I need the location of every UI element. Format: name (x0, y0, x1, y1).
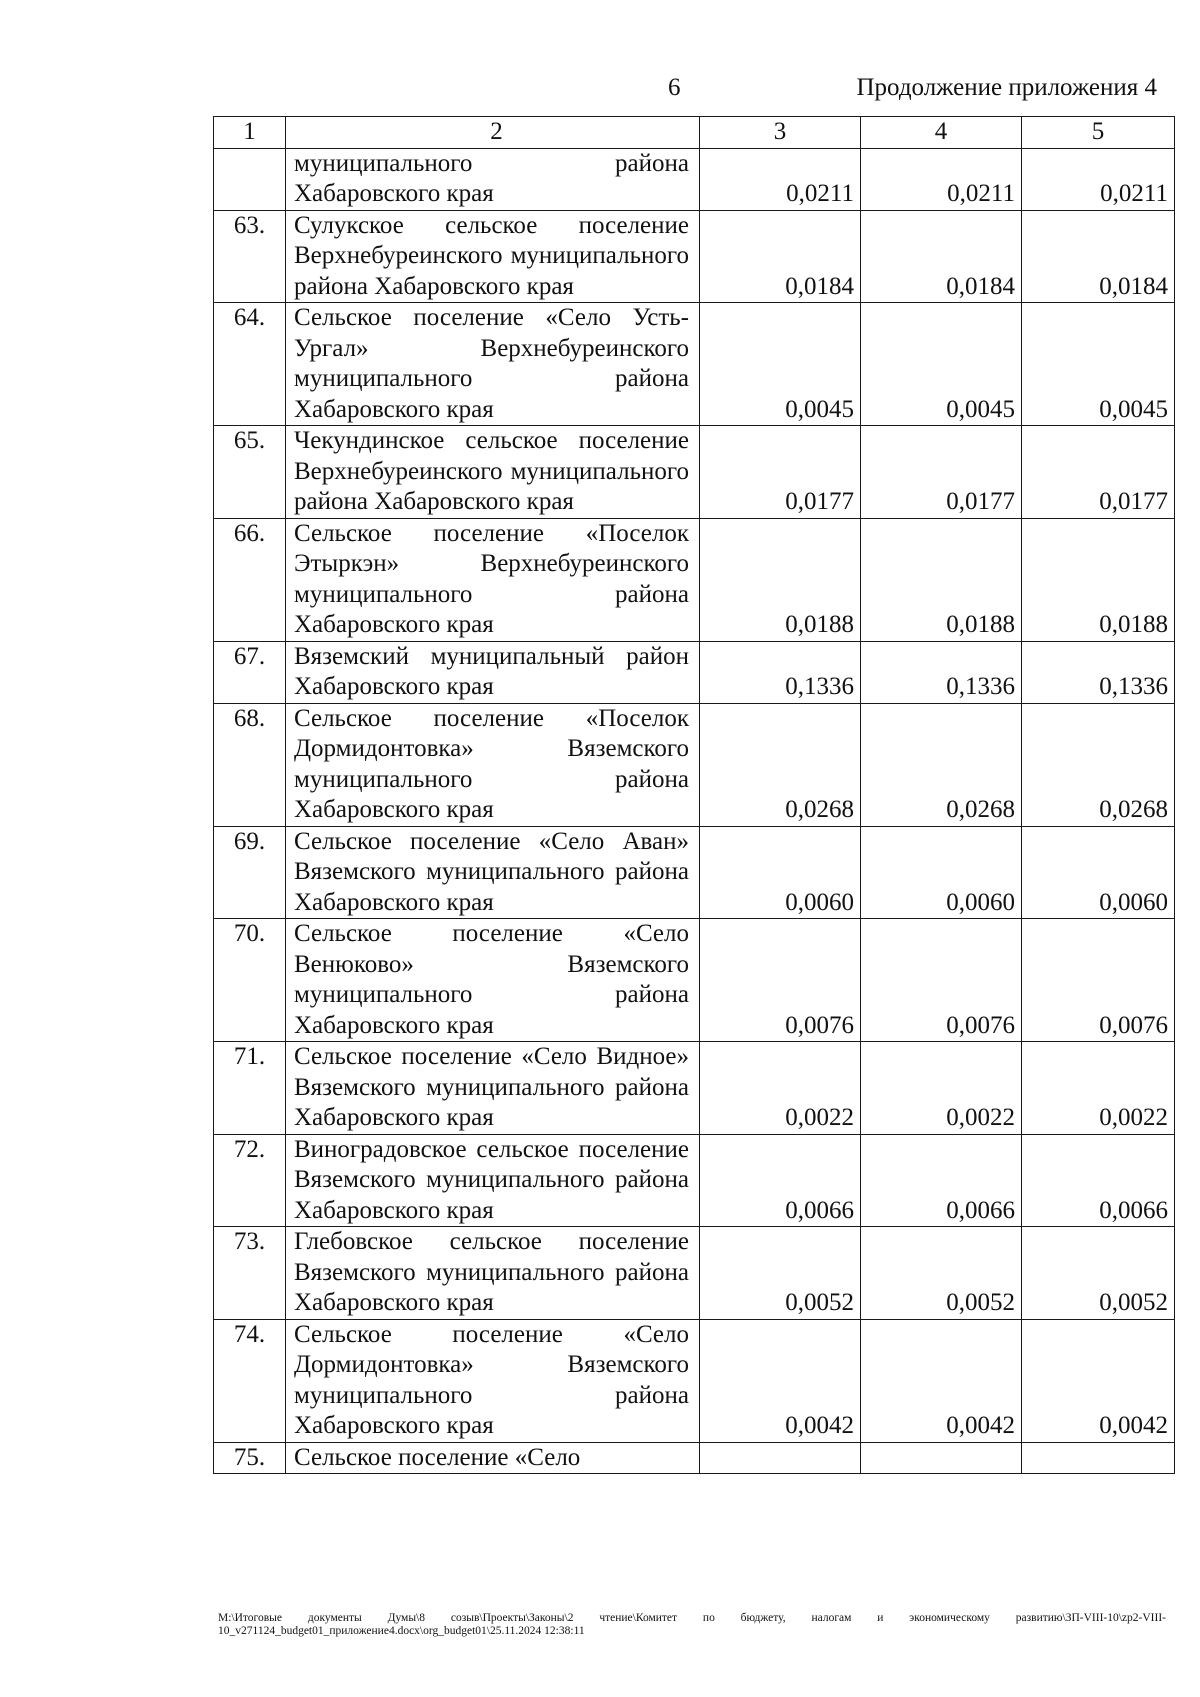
row-number: 75. (214, 1442, 286, 1474)
row-number: 70. (214, 919, 286, 1042)
row-number: 67. (214, 641, 286, 703)
value-col-3 (700, 1442, 861, 1474)
column-header: 2 (286, 117, 700, 149)
row-name: Сельское поселение «Село Видное» Вяземского муниципального района Хабаровского края (286, 1042, 700, 1135)
value-col-3: 0,0052 (700, 1227, 861, 1320)
value-col-5: 0,0076 (1022, 919, 1175, 1042)
table-row (214, 641, 1175, 703)
value-col-4: 0,0066 (861, 1134, 1022, 1227)
value-col-5: 0,0177 (1022, 426, 1175, 519)
table-row (214, 1442, 1175, 1474)
value-col-5: 0,0022 (1022, 1042, 1175, 1135)
appendix-table (213, 116, 1175, 1474)
value-col-3: 0,1336 (700, 641, 861, 703)
row-name: Сельское поселение «Поселок Дормидонтовка» Вяземского муниципального района Хабаровского края (286, 703, 700, 826)
value-col-5: 0,0052 (1022, 1227, 1175, 1320)
row-name: Вяземский муниципальный район Хабаровского края (286, 641, 700, 703)
continuation-title: Продолжение приложения 4 (856, 74, 1157, 101)
row-number: 65. (214, 426, 286, 519)
column-header: 3 (700, 117, 861, 149)
table-header-row (214, 117, 1175, 149)
row-number: 63. (214, 210, 286, 303)
value-col-5: 0,0045 (1022, 303, 1175, 426)
value-col-4: 0,0268 (861, 703, 1022, 826)
table-row (214, 210, 1175, 303)
document-path-footer: M:\Итоговые документы Думы\8 созыв\Проекты\Законы\2 чтение\Комитет по бюджету, налогам и экономическому развитию\ЗП-VIII-10\zp2-VIII-10_v271124_budget01_приложение4.docx\org_budget01\25.11.2024 12:38:11 (218, 1612, 1166, 1637)
row-name: Сельское поселение «Поселок Этыркэн» Верхнебуреинского муниципального района Хабаровского края (286, 518, 700, 641)
value-col-4: 0,1336 (861, 641, 1022, 703)
table-row (214, 919, 1175, 1042)
value-col-3: 0,0076 (700, 919, 861, 1042)
table-row (214, 426, 1175, 519)
table-row (214, 148, 1175, 210)
row-number: 66. (214, 518, 286, 641)
value-col-5: 0,0042 (1022, 1319, 1175, 1442)
value-col-3: 0,0188 (700, 518, 861, 641)
value-col-3: 0,0184 (700, 210, 861, 303)
value-col-3: 0,0022 (700, 1042, 861, 1135)
column-header: 4 (861, 117, 1022, 149)
row-name: Сельское поселение «Село Усть-Ургал» Верхнебуреинского муниципального района Хабаровского края (286, 303, 700, 426)
value-col-3: 0,0060 (700, 826, 861, 919)
value-col-4: 0,0184 (861, 210, 1022, 303)
value-col-5: 0,0066 (1022, 1134, 1175, 1227)
value-col-4: 0,0177 (861, 426, 1022, 519)
table-row (214, 1042, 1175, 1135)
value-col-4: 0,0211 (861, 148, 1022, 210)
row-number: 74. (214, 1319, 286, 1442)
value-col-3: 0,0045 (700, 303, 861, 426)
value-col-5 (1022, 1442, 1175, 1474)
value-col-4: 0,0060 (861, 826, 1022, 919)
row-number: 73. (214, 1227, 286, 1320)
row-name: Сельское поселение «Село Дормидонтовка» Вяземского муниципального района Хабаровского края (286, 1319, 700, 1442)
row-number: 68. (214, 703, 286, 826)
table-row (214, 1134, 1175, 1227)
table-row (214, 518, 1175, 641)
row-number: 72. (214, 1134, 286, 1227)
column-header: 5 (1022, 117, 1175, 149)
value-col-5: 0,0184 (1022, 210, 1175, 303)
value-col-4: 0,0022 (861, 1042, 1022, 1135)
row-name: Сельское поселение «Село Аван» Вяземского муниципального района Хабаровского края (286, 826, 700, 919)
row-name: Чекундинское сельское поселение Верхнебуреинского муниципального района Хабаровского края (286, 426, 700, 519)
value-col-3: 0,0042 (700, 1319, 861, 1442)
row-number: 64. (214, 303, 286, 426)
value-col-5: 0,0268 (1022, 703, 1175, 826)
value-col-5: 0,0188 (1022, 518, 1175, 641)
value-col-3: 0,0066 (700, 1134, 861, 1227)
table-row (214, 1319, 1175, 1442)
row-number (214, 148, 286, 210)
value-col-4 (861, 1442, 1022, 1474)
value-col-3: 0,0211 (700, 148, 861, 210)
value-col-4: 0,0076 (861, 919, 1022, 1042)
row-name: Сельское поселение «Село (286, 1442, 700, 1474)
table-row (214, 703, 1175, 826)
value-col-5: 0,1336 (1022, 641, 1175, 703)
row-name: Сельское поселение «Село Венюково» Вяземского муниципального района Хабаровского края (286, 919, 700, 1042)
value-col-3: 0,0177 (700, 426, 861, 519)
value-col-4: 0,0052 (861, 1227, 1022, 1320)
table-row (214, 303, 1175, 426)
value-col-5: 0,0060 (1022, 826, 1175, 919)
page-number: 6 (668, 74, 681, 101)
value-col-4: 0,0188 (861, 518, 1022, 641)
column-header: 1 (214, 117, 286, 149)
row-name: Виноградовское сельское поселение Вяземского муниципального района Хабаровского края (286, 1134, 700, 1227)
row-name: Глебовское сельское поселение Вяземского муниципального района Хабаровского края (286, 1227, 700, 1320)
row-number: 71. (214, 1042, 286, 1135)
row-number: 69. (214, 826, 286, 919)
value-col-5: 0,0211 (1022, 148, 1175, 210)
value-col-4: 0,0045 (861, 303, 1022, 426)
row-name: Сулукское сельское поселение Верхнебуреинского муниципального района Хабаровского края (286, 210, 700, 303)
row-name: муниципального района Хабаровского края (286, 148, 700, 210)
value-col-4: 0,0042 (861, 1319, 1022, 1442)
value-col-3: 0,0268 (700, 703, 861, 826)
table-row (214, 1227, 1175, 1320)
table-row (214, 826, 1175, 919)
